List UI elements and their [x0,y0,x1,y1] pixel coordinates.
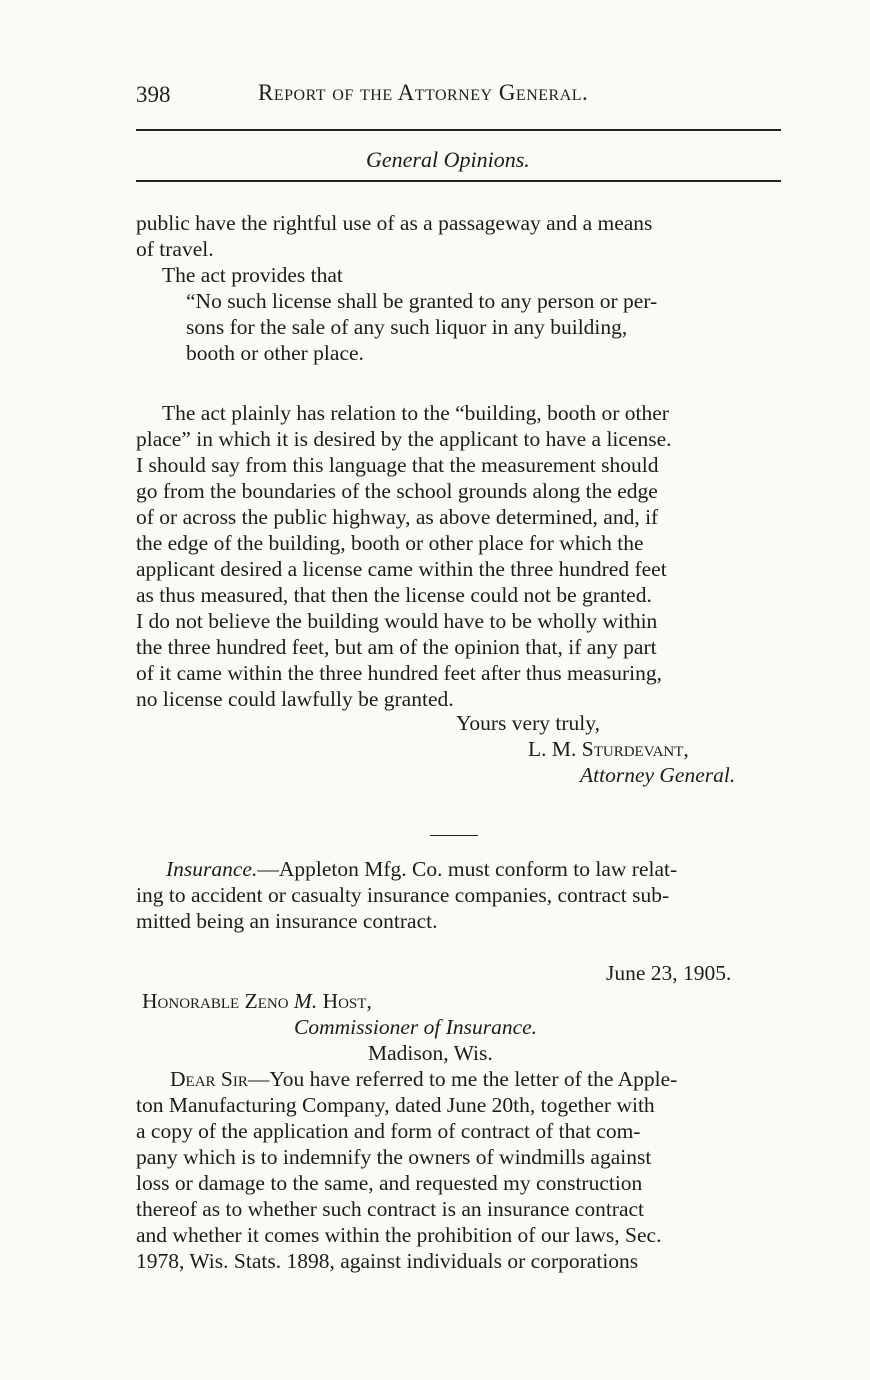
quote-line: “No such license shall be granted to any person or per- [186,289,658,313]
addressee-honorific: Honorable Zeno [142,989,289,1013]
addressee-initial: M. [293,989,318,1013]
headnote-text: —Appleton Mfg. Co. must conform to law relat- [257,857,678,881]
text-line: The act plainly has relation to the “building, booth or other [162,401,669,425]
text-line: and whether it comes within the prohibition of our laws, Sec. [136,1223,662,1247]
header-rule-bottom [136,180,781,182]
text-line: go from the boundaries of the school grounds along the edge [136,479,658,503]
addressee-city: Madison, Wis. [368,1041,493,1065]
text-line: of or across the public highway, as above determined, and, if [136,505,659,529]
quote-line: booth or other place. [186,341,364,365]
headnote-label: Insurance. [166,857,258,881]
quote-line: sons for the sale of any such liquor in any building, [186,315,628,339]
text-line: of it came within the three hundred feet after thus measuring, [136,661,662,685]
salutation: Dear Sir [170,1067,248,1091]
closing: Yours very truly, [456,711,600,735]
addressee-surname: Host, [322,989,372,1013]
running-title: Report of the Attorney General. [258,80,589,105]
page-number: 398 [136,82,171,107]
section-title: General Opinions. [366,147,530,172]
text-line: no license could lawfully be granted. [136,687,454,711]
text-line: applicant desired a license came within the three hundred feet [136,557,667,581]
text-line: as thus measured, that then the license could not be granted. [136,583,652,607]
text-line: loss or damage to the same, and requested my construction [136,1171,643,1195]
text-line: a copy of the application and form of contract of that com- [136,1119,641,1143]
text-line: I should say from this language that the measurement should [136,453,659,477]
text-line: I do not believe the building would have to be wholly within [136,609,658,633]
text-line: pany which is to indemnify the owners of windmills against [136,1145,652,1169]
text-line: the three hundred feet, but am of the opinion that, if any part [136,635,657,659]
headnote-line: mitted being an insurance contract. [136,909,438,933]
headnote-line: ing to accident or casualty insurance companies, contract sub- [136,883,670,907]
letter-first-line [170,1066,677,1092]
addressee-name [142,988,372,1014]
signature-title: Attorney General. [580,763,736,787]
headnote-line [166,856,677,882]
text-line: public have the rightful use of as a passageway and a means [136,211,653,235]
text-line: the edge of the building, booth or other place for which the [136,531,644,555]
text-line: place” in which it is desired by the applicant to have a license. [136,427,672,451]
section-divider [430,835,478,836]
text-line: ton Manufacturing Company, dated June 20th, together with [136,1093,655,1117]
text-line: thereof as to whether such contract is an insurance contract [136,1197,645,1221]
letter-opening: —You have referred to me the letter of the Apple- [247,1067,678,1091]
text-line: The act provides that [162,263,343,287]
header-rule-top [136,129,781,131]
signature-name: L. M. Sturdevant, [528,737,689,761]
text-line: 1978, Wis. Stats. 1898, against individuals or corporations [136,1249,639,1273]
letter-date: June 23, 1905. [606,961,732,985]
text-line: of travel. [136,237,214,261]
addressee-title: Commissioner of Insurance. [294,1015,538,1039]
